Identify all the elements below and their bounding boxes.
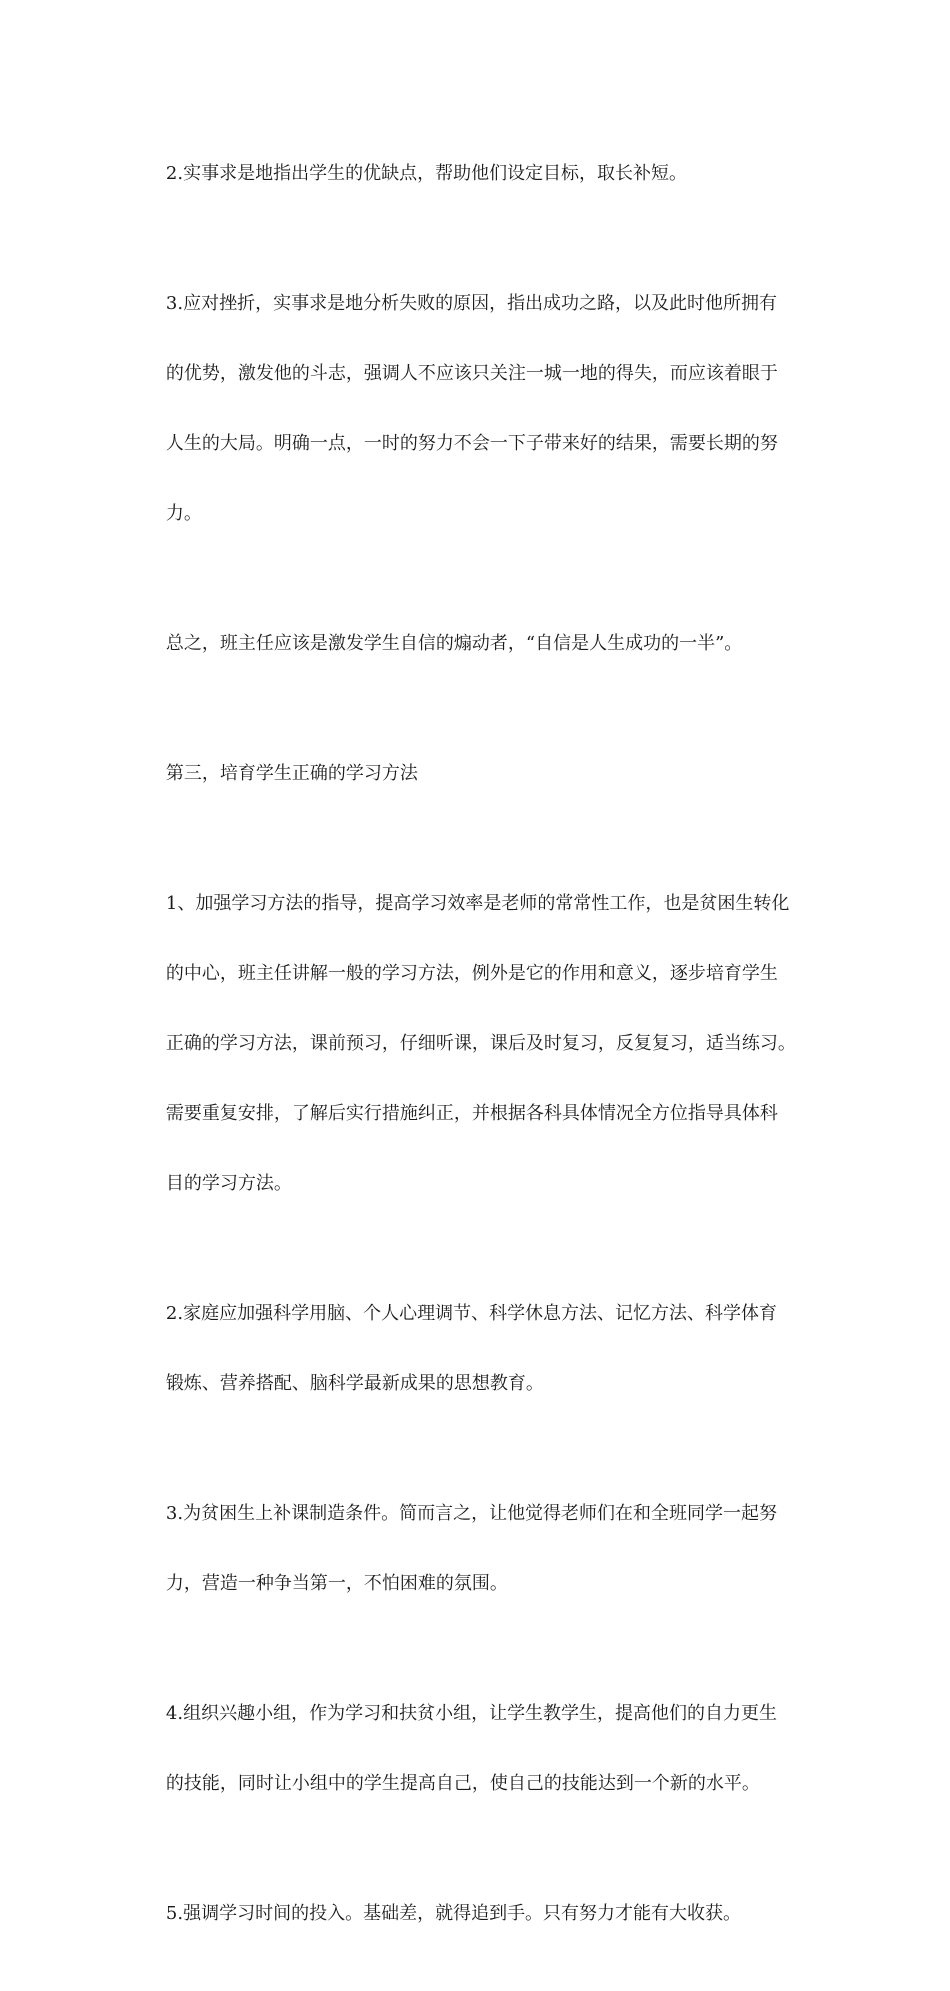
text-line: 2.实事求是地指出学生的优缺点，帮助他们设定目标，取长补短。 <box>165 163 688 184</box>
text-line: 3.为贫困生上补课制造条件。简而言之，让他觉得老师们在和全班同学一起努 <box>165 1503 778 1524</box>
text-line: 力。 <box>165 503 202 524</box>
text-line: 锻炼、营养搭配、脑科学最新成果的思想教育。 <box>165 1373 544 1394</box>
text-line: 的技能，同时让小组中的学生提高自己，使自己的技能达到一个新的水平。 <box>165 1773 760 1794</box>
text-line: 力，营造一种争当第一，不怕困难的氛围。 <box>165 1573 508 1594</box>
section-heading <box>143 721 813 826</box>
document-page <box>143 121 813 1991</box>
text-line: 人生的大局。明确一点，一时的努力不会一下子带来好的结果，需要长期的努 <box>165 433 778 454</box>
paragraph <box>143 121 813 226</box>
paragraph <box>143 591 813 696</box>
text-line: 4.组织兴趣小组，作为学习和扶贫小组，让学生教学生，提高他们的自力更生 <box>165 1703 778 1724</box>
paragraph <box>143 1261 813 1436</box>
paragraph <box>143 251 813 566</box>
paragraph <box>143 1661 813 1836</box>
text-line: 的中心，班主任讲解一般的学习方法，例外是它的作用和意义，逐步培育学生 <box>165 963 778 984</box>
paragraph <box>143 851 813 1236</box>
text-line: 2.家庭应加强科学用脑、个人心理调节、科学休息方法、记忆方法、科学体育 <box>165 1303 778 1324</box>
paragraph <box>143 1461 813 1636</box>
text-line: 3.应对挫折，实事求是地分析失败的原因，指出成功之路，以及此时他所拥有 <box>165 293 778 314</box>
text-line: 正确的学习方法，课前预习，仔细听课，课后及时复习，反复复习，适当练习。 <box>165 1033 796 1054</box>
text-line: 5.强调学习时间的投入。基础差，就得追到手。只有努力才能有大收获。 <box>165 1903 742 1924</box>
text-line: 总之，班主任应该是激发学生自信的煽动者，“自信是人生成功的一半”。 <box>165 633 743 654</box>
text-line: 目的学习方法。 <box>165 1173 292 1194</box>
paragraph <box>143 1861 813 1966</box>
text-line: 1、加强学习方法的指导，提高学习效率是老师的常常性工作，也是贫困生转化 <box>165 893 790 914</box>
text-line: 的优势，激发他的斗志，强调人不应该只关注一城一地的得失，而应该着眼于 <box>165 363 778 384</box>
text-line: 第三，培育学生正确的学习方法 <box>165 763 418 784</box>
text-line: 需要重复安排，了解后实行措施纠正，并根据各科具体情况全方位指导具体科 <box>165 1103 778 1124</box>
